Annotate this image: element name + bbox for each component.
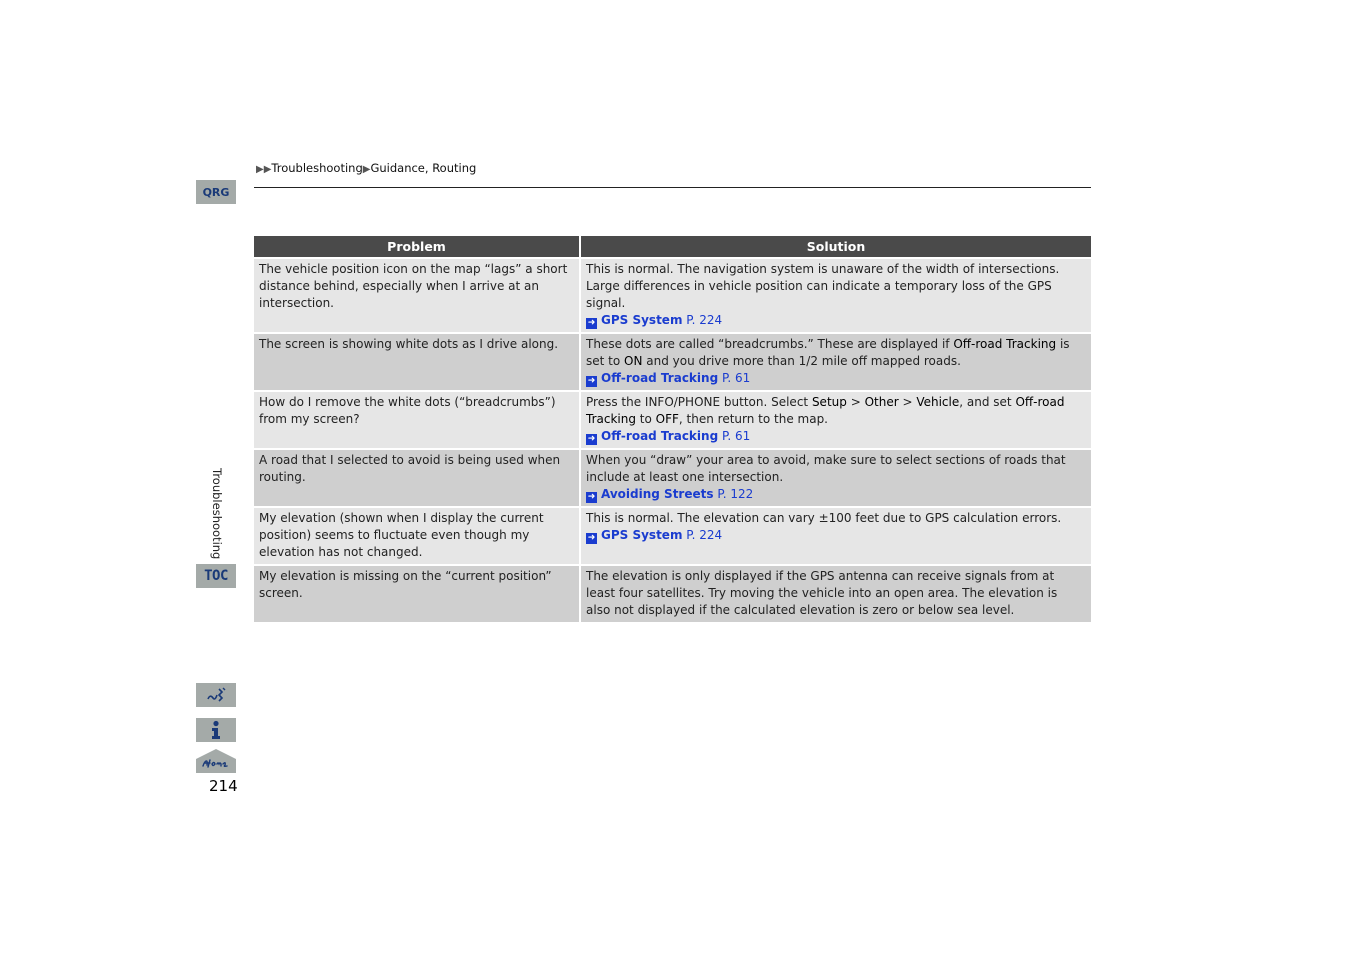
ui-term: Off-road Tracking	[586, 395, 1065, 426]
ui-term: Setup	[811, 395, 847, 409]
solution-text: is set to	[586, 337, 1070, 368]
solution-text: >	[846, 395, 865, 409]
home-icon	[196, 749, 236, 773]
solution-cell	[580, 333, 1091, 391]
breadcrumb-marker: ▶▶	[256, 164, 272, 175]
solution-text: , then return to the map.	[678, 412, 828, 426]
ui-term: Other	[864, 395, 899, 409]
table-row	[254, 565, 1091, 622]
page-number: 214	[209, 777, 238, 795]
home-button[interactable]	[196, 749, 236, 773]
column-header-solution: Solution	[580, 236, 1091, 258]
voice-command-icon	[205, 686, 227, 704]
table-row	[254, 391, 1091, 449]
qrg-button[interactable]: QRG	[196, 180, 236, 204]
table-row	[254, 258, 1091, 333]
ui-term: Vehicle	[916, 395, 960, 409]
link-arrow-icon: ➜	[587, 492, 596, 502]
solution-cell	[580, 507, 1091, 565]
cross-reference-link[interactable]	[586, 528, 722, 542]
table-header-row	[254, 236, 1091, 258]
problem-cell: The screen is showing white dots as I drive along.	[254, 333, 580, 391]
table-row	[254, 449, 1091, 507]
link-arrow-icon: ➜	[587, 434, 596, 444]
link-title[interactable]: Off-road Tracking	[601, 429, 719, 443]
column-header-problem: Problem	[254, 236, 580, 258]
solution-text: These dots are called “breadcrumbs.” These are displayed if	[586, 337, 954, 351]
link-page[interactable]: P. 122	[717, 487, 754, 501]
solution-text: , and set	[959, 395, 1016, 409]
link-title[interactable]: Avoiding Streets	[601, 487, 714, 501]
link-page[interactable]: P. 224	[686, 528, 723, 542]
link-title[interactable]: Off-road Tracking	[601, 371, 719, 385]
problem-cell: My elevation is missing on the “current position” screen.	[254, 565, 580, 622]
breadcrumb-separator: ▶	[362, 164, 371, 175]
solution-text: This is normal. The navigation system is unaware of the width of intersections. Large differences in vehicle position can indicate a temporary loss of the GPS signal.	[586, 262, 1060, 310]
cross-reference-link[interactable]	[586, 487, 753, 501]
link-page[interactable]: P. 61	[721, 371, 751, 385]
toc-button[interactable]: TOC	[196, 564, 236, 588]
problem-cell: The vehicle position icon on the map “lags” a short distance behind, especially when I arrive at an intersection.	[254, 258, 580, 333]
cross-reference-link[interactable]	[586, 313, 722, 327]
solution-cell	[580, 258, 1091, 333]
solution-text: When you “draw” your area to avoid, make sure to select sections of roads that include at least one intersection.	[586, 453, 1066, 484]
problem-cell: A road that I selected to avoid is being used when routing.	[254, 449, 580, 507]
solution-cell: The elevation is only displayed if the GPS antenna can receive signals from at least four satellites. Try moving the vehicle into an open area. The elevation is also not displayed if the calculated elevation is zero or below sea level.	[580, 565, 1091, 622]
ui-term: Off-road Tracking	[953, 337, 1057, 351]
breadcrumb	[256, 161, 476, 175]
breadcrumb-item-guidance-routing: Guidance, Routing	[370, 161, 477, 175]
link-arrow-icon: ➜	[587, 318, 596, 328]
info-button[interactable]	[196, 718, 236, 742]
info-icon	[209, 720, 223, 740]
section-label-text: Troubleshooting	[210, 468, 224, 560]
solution-cell	[580, 449, 1091, 507]
table-row	[254, 333, 1091, 391]
solution-text: >	[898, 395, 917, 409]
voice-command-button[interactable]	[196, 683, 236, 707]
breadcrumb-item-troubleshooting[interactable]: Troubleshooting	[271, 161, 363, 175]
solution-text: Press the INFO/PHONE button. Select	[586, 395, 812, 409]
section-label	[210, 468, 226, 558]
solution-text: This is normal. The elevation can vary ±100 feet due to GPS calculation errors.	[586, 511, 1062, 525]
table-row	[254, 507, 1091, 565]
solution-text: to	[635, 412, 656, 426]
link-arrow-icon: ➜	[587, 376, 596, 386]
troubleshooting-table	[254, 236, 1091, 622]
cross-reference-link[interactable]	[586, 429, 750, 443]
link-title[interactable]: GPS System	[601, 313, 683, 327]
problem-cell: My elevation (shown when I display the current position) seems to fluctuate even though my elevation has not changed.	[254, 507, 580, 565]
cross-reference-link[interactable]	[586, 371, 750, 385]
link-page[interactable]: P. 224	[686, 313, 723, 327]
link-arrow-icon: ➜	[587, 533, 596, 543]
problem-cell: How do I remove the white dots (“breadcrumbs”) from my screen?	[254, 391, 580, 449]
solution-cell	[580, 391, 1091, 449]
link-title[interactable]: GPS System	[601, 528, 683, 542]
link-page[interactable]: P. 61	[721, 429, 751, 443]
ui-term: ON	[624, 354, 643, 368]
ui-term: OFF	[655, 412, 679, 426]
header-rule	[254, 187, 1091, 188]
solution-text: and you drive more than 1/2 mile off mapped roads.	[642, 354, 961, 368]
